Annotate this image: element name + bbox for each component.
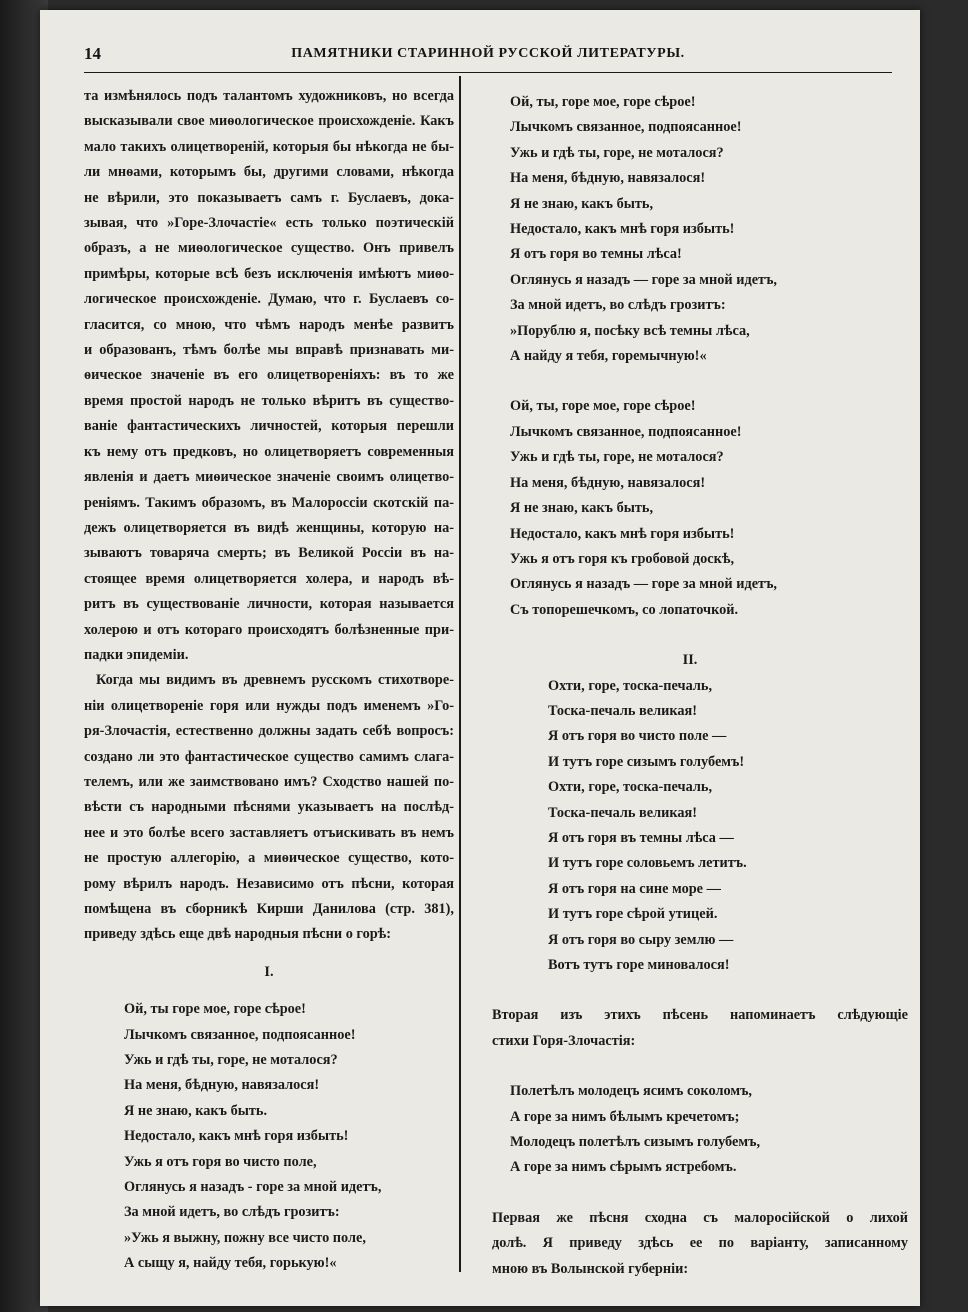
text-line: зывая, что »Горе-Злочастіе« есть только поэтическій xyxy=(84,215,454,232)
verse-line: Оглянусь я назадъ — горе за мной идетъ, xyxy=(510,271,777,288)
text-line: реніямъ. Такимъ образомъ, въ Малороссіи скотскій па- xyxy=(84,494,454,511)
verse-line: Оглянусь я назадъ — горе за мной идетъ, xyxy=(510,576,777,593)
right-paragraph-1 xyxy=(472,1003,908,1054)
text-line: долѣ. Я приведу здѣсь ее по варіанту, записанному xyxy=(492,1235,908,1252)
text-line: рому вѣрилъ народъ. Независимо отъ пѣсни, которая xyxy=(84,875,454,892)
text-line: гласится, со мною, что чѣмъ народъ менѣе развитъ xyxy=(84,316,454,333)
text-line: вѣсти съ народными пѣснями указываетъ на послѣд- xyxy=(84,799,454,816)
page-number: 14 xyxy=(84,44,101,63)
page-header xyxy=(84,36,892,73)
text-line: образъ, а не миѳологическое существо. Онъ привелъ xyxy=(84,240,454,257)
section-numeral-ii: II. xyxy=(682,652,698,669)
verse-line: Я отъ горя на сине море — xyxy=(548,880,721,897)
verse-line: А горе за нимъ сѣрымъ ястребомъ. xyxy=(510,1159,737,1176)
verse-line: »Ужь я выжну, пожну все чисто поле, xyxy=(124,1229,366,1246)
verse-line: На меня, бѣдную, навязалося! xyxy=(510,170,706,187)
poem-ii xyxy=(472,674,908,979)
text-line: ритъ въ существованіе личности, которая называется xyxy=(84,596,454,613)
verse-line: Недостало, какъ мнѣ горя избыть! xyxy=(124,1128,349,1145)
verse-line: За мной идетъ, во слѣдъ грозитъ: xyxy=(124,1204,340,1221)
verse-line: А сыщу я, найду тебя, горькую!« xyxy=(124,1255,337,1272)
verse-line: Полетѣлъ молодецъ ясимъ соколомъ, xyxy=(510,1083,752,1100)
text-line: Когда мы видимъ въ древнемъ русскомъ стихотворе- xyxy=(96,672,454,689)
verse-line: »Порублю я, посѣку всѣ темны лѣса, xyxy=(510,322,750,339)
verse-line: Ой, ты, горе мое, горе сѣрое! xyxy=(510,398,696,415)
text-line: создано ли это фантастическое существо самимъ слага- xyxy=(84,748,454,765)
text-line: падки эпидеміи. xyxy=(84,646,189,663)
verse-line: А найду я тебя, горемычную!« xyxy=(510,348,707,365)
verse-line: Охти, горе, тоска-печаль, xyxy=(548,779,713,796)
text-line: ря-Злочастія, естественно должны задать себѣ вопросъ: xyxy=(84,723,454,740)
verse-line: Ужь я отъ горя во чисто поле, xyxy=(124,1153,317,1170)
text-line: ли мнѳами, которымъ бы, другими словами, нѣкогда xyxy=(84,164,454,181)
text-line: время простой народъ не только вѣритъ въ существо- xyxy=(84,392,454,409)
verse-line: За мной идетъ, во слѣдъ грозитъ: xyxy=(510,297,726,314)
text-line: стихи Горя-Злочастія: xyxy=(492,1032,636,1049)
text-line: высказывали свое миѳологическое происхожденіе. Какъ xyxy=(84,113,454,130)
text-line: дежъ олицетворяется въ видѣ женщины, которую на- xyxy=(84,519,454,536)
text-line: Вторая изъ этихъ пѣсень напоминаетъ слѣдующіе xyxy=(492,1007,908,1024)
text-line: Первая же пѣсня сходна съ малоросійской о лихой xyxy=(492,1209,908,1226)
verse-line: Ужь и гдѣ ты, горе, не моталося? xyxy=(510,449,724,466)
verse-line: Ой, ты горе мое, горе сѣрое! xyxy=(124,1001,306,1018)
verse-line: Ужь и гдѣ ты, горе, не моталося? xyxy=(510,144,724,161)
text-line: явленія и даетъ миѳическое значеніе своимъ олицетво- xyxy=(84,469,454,486)
verse-line: Съ топорешечкомъ, со лопаточкой. xyxy=(510,601,739,618)
text-line: ѳическое значеніе въ его олицетвореніяхъ: въ то же xyxy=(84,367,454,384)
text-line: приведу здѣсь еще двѣ народныя пѣсни о горѣ: xyxy=(84,926,392,943)
text-line: холерою и отъ котораго происходятъ болѣзненные при- xyxy=(84,621,454,638)
poem-i-variant-1 xyxy=(472,90,908,369)
right-paragraph-2 xyxy=(472,1206,908,1282)
verse-line: Недостало, какъ мнѣ горя избыть! xyxy=(510,525,735,542)
text-line: телемъ, или же заимствовано имъ? Сходство нашей по- xyxy=(84,773,454,790)
text-line: та измѣнялось подъ талантомъ художниковъ, но всегда xyxy=(84,88,454,104)
verse-line: Я не знаю, какъ быть. xyxy=(124,1102,268,1119)
verse-line: Лычкомъ связанное, подпоясанное! xyxy=(510,119,742,136)
verse-line: Лычкомъ связанное, подпоясанное! xyxy=(510,423,742,440)
verse-line: Оглянусь я назадъ - горе за мной идетъ, xyxy=(124,1179,382,1196)
verse-line: И тутъ горе сизымъ голубемъ! xyxy=(548,753,745,770)
left-column xyxy=(84,84,454,1277)
column-divider xyxy=(459,76,461,1272)
right-column xyxy=(472,90,908,1282)
text-line: не вѣрили, это показываетъ самъ г. Буслаевъ, дока- xyxy=(84,189,454,206)
verse-line: Я не знаю, какъ быть, xyxy=(510,500,654,517)
verse-line: Я отъ горя во чисто поле — xyxy=(548,728,727,745)
text-line: ніи олицетвореніе горя или нужды подъ именемъ »Го- xyxy=(84,697,454,714)
text-line: мало такихъ олицетвореній, которыя бы нѣкогда не бы- xyxy=(84,138,454,155)
verse-line: Ужь и гдѣ ты, горе, не моталося? xyxy=(124,1052,338,1069)
left-paragraph-1 xyxy=(84,84,454,668)
verse-line: Я отъ горя во темны лѣса! xyxy=(510,246,682,263)
verse-line: Лычкомъ связанное, подпоясанное! xyxy=(124,1026,356,1043)
verse-line: А горе за нимъ бѣлымъ кречетомъ; xyxy=(510,1108,740,1125)
text-line: стоящее время олицетворяется холера, и народъ вѣ- xyxy=(84,570,454,587)
section-numeral-i: I. xyxy=(264,963,274,980)
verse-line: Вотъ тутъ горе миновалося! xyxy=(548,957,730,973)
text-line: къ нему отъ предковъ, но олицетворяетъ современныя xyxy=(84,443,454,460)
verse-line: Тоска-печаль великая! xyxy=(548,702,698,719)
text-line: зываютъ товаряча смерть; въ Великой Россіи въ на- xyxy=(84,545,454,562)
text-line: не простую аллегорію, а миѳическое существо, кото- xyxy=(84,850,454,867)
running-title: ПАМЯТНИКИ СТАРИННОЙ РУССКОЙ ЛИТЕРАТУРЫ. xyxy=(291,46,685,61)
verse-line: Ой, ты, горе мое, горе сѣрое! xyxy=(510,94,696,110)
verse-line: Я отъ горя во сыру землю — xyxy=(548,931,734,948)
verse-line: И тутъ горе сѣрой утицей. xyxy=(548,906,718,923)
poem-i-variant-2 xyxy=(472,394,908,623)
book-page xyxy=(40,10,920,1306)
text-line: помѣщена въ сборникѣ Кирши Данилова (стр. 381), xyxy=(84,901,454,917)
quoted-verses xyxy=(472,1079,908,1181)
verse-line: Молодецъ полетѣлъ сизымъ голубемъ, xyxy=(510,1134,761,1151)
verse-line: Ужь я отъ горя къ гробовой доскѣ, xyxy=(510,550,735,567)
text-line: логическое происхожденіе. Думаю, что г. Буслаевъ со- xyxy=(84,291,454,308)
verse-line: На меня, бѣдную, навязалося! xyxy=(510,474,706,491)
verse-line: На меня, бѣдную, навязалося! xyxy=(124,1077,320,1094)
verse-line: Охти, горе, тоска-печаль, xyxy=(548,677,713,694)
text-line: мною въ Волынской губерніи: xyxy=(492,1260,689,1277)
verse-line: И тутъ горе соловьемъ летитъ. xyxy=(548,855,747,872)
text-line: и образованъ, тѣмъ болѣе мы вправѣ признавать ми- xyxy=(84,342,454,359)
verse-line: Недостало, какъ мнѣ горя избыть! xyxy=(510,221,735,238)
left-paragraph-2 xyxy=(84,668,454,947)
verse-line: Я отъ горя въ темны лѣса — xyxy=(548,829,734,846)
verse-line: Я не знаю, какъ быть, xyxy=(510,195,654,212)
verse-line: Тоска-печаль великая! xyxy=(548,804,698,821)
text-line: нее и это болѣе всего заставляетъ отъискивать въ немъ xyxy=(84,824,454,841)
text-line: ваніе фантастическихъ личностей, которыя перешли xyxy=(84,418,454,435)
poem-i xyxy=(84,997,454,1276)
text-line: примѣры, которые всѣ безъ исключенія имѣютъ миѳо- xyxy=(84,265,454,282)
